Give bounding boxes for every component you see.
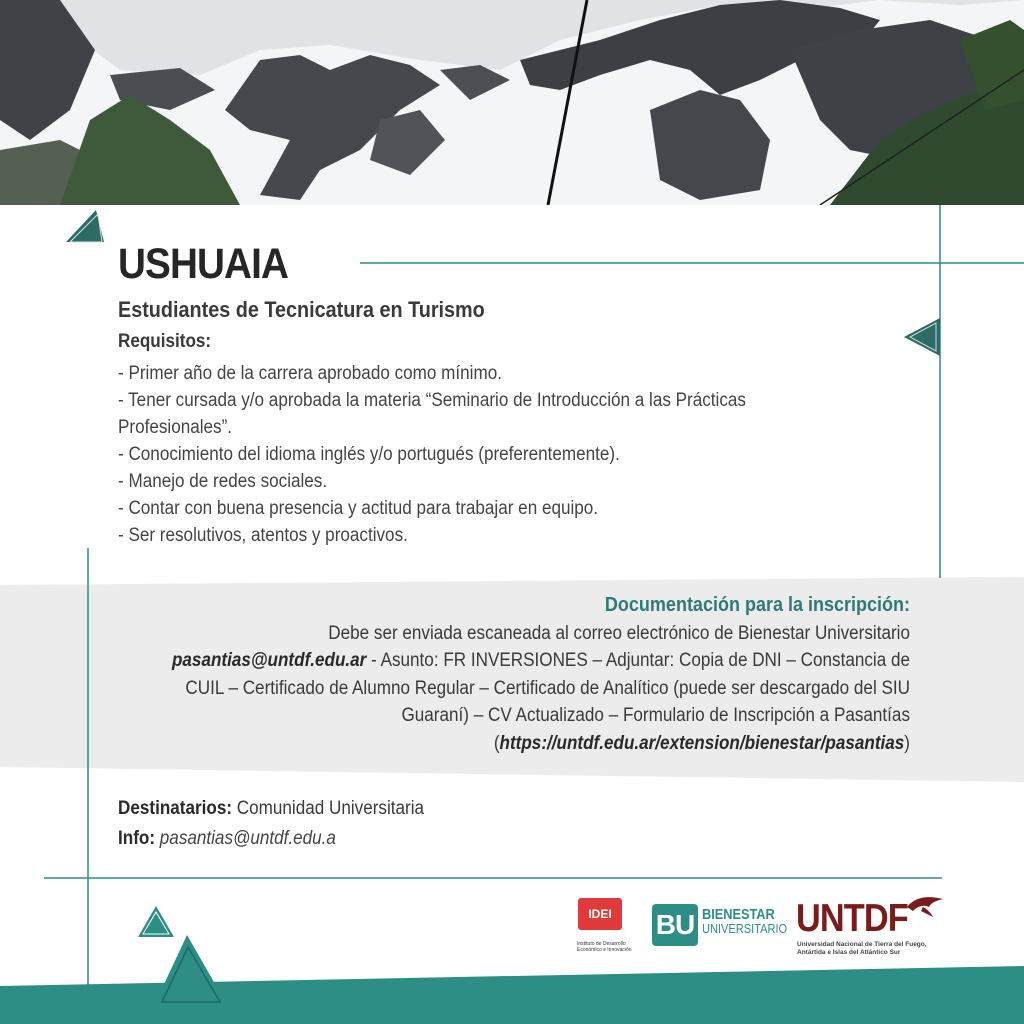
requirement-item: - Tener cursada y/o aprobada la materia “Seminario de Introducción a las Prácticas Profesionales”. xyxy=(118,390,746,438)
untdf-logo-caption: Universidad Nacional de Tierra del Fuego, Antártida e Islas del Atlántico Sur xyxy=(797,941,927,956)
bienestar-logo-text xyxy=(702,908,787,936)
documentation-body: - Asunto: FR INVERSIONES – Adjuntar: Copia de DNI – Constancia de CUIL – Certificado de Alumno Regular – Certificado de Analítico (puede ser descargado del SIU Guaraní) – CV Actualizado – Formulario de Inscripción a Pasantías xyxy=(185,650,911,726)
pasantias-url-link[interactable]: https://untdf.edu.ar/extension/bienestar/pasantias xyxy=(499,732,905,754)
requirements-heading: Requisitos: xyxy=(118,331,212,352)
subtitle: Estudiantes de Tecnicatura en Turismo xyxy=(118,297,485,322)
documentation-intro: Debe ser enviada escaneada al correo electrónico de Bienestar Universitario xyxy=(328,622,910,644)
bird-icon xyxy=(905,893,945,919)
url-paren-open: ( xyxy=(493,732,500,754)
info-email-link[interactable]: pasantias@untdf.edu.a xyxy=(159,828,336,849)
documentation-heading: Documentación para la inscripción: xyxy=(604,594,910,616)
bienestar-logo-mark: BU xyxy=(652,904,698,946)
documentation-email-link[interactable]: pasantias@untdf.edu.ar xyxy=(171,650,367,671)
bienestar-line2: UNIVERSITARIO xyxy=(702,921,788,936)
recipients-value: Comunidad Universitaria xyxy=(236,798,425,819)
idei-logo: IDEI xyxy=(578,898,622,930)
contact-info xyxy=(118,794,424,854)
triangle-top-left xyxy=(66,210,104,242)
requirement-item: - Manejo de redes sociales. xyxy=(118,471,328,492)
requirement-item: - Primer año de la carrera aprobado como mínimo. xyxy=(118,363,502,384)
requirement-item: - Ser resolutivos, atentos y proactivos. xyxy=(118,525,408,546)
requirement-item: - Contar con buena presencia y actitud para trabajar en equipo. xyxy=(118,498,599,519)
url-paren-close: ) xyxy=(904,732,910,754)
documentation-body-paragraph xyxy=(136,647,910,730)
documentation-url-line xyxy=(136,730,910,758)
requirements-list xyxy=(118,360,838,549)
recipients-label: Destinatarios: xyxy=(118,798,233,819)
bienestar-line1: BIENESTAR xyxy=(702,906,775,923)
info-label: Info: xyxy=(118,828,156,849)
triangle-bottom-small xyxy=(138,906,174,937)
requirement-item: - Conocimiento del idioma inglés y/o portugués (preferentemente). xyxy=(118,444,620,465)
footer-band xyxy=(0,960,1024,1024)
info-row xyxy=(118,824,424,854)
triangle-right xyxy=(904,318,940,356)
untdf-logo: UNTDF xyxy=(796,897,908,940)
hero-mountain-image xyxy=(0,0,1024,205)
recipients-row xyxy=(118,794,424,824)
idei-logo-caption: Instituto de Desarrollo Económico e Innovación xyxy=(577,941,632,953)
documentation-section xyxy=(136,592,910,757)
page-title: USHUAIA xyxy=(118,240,289,288)
